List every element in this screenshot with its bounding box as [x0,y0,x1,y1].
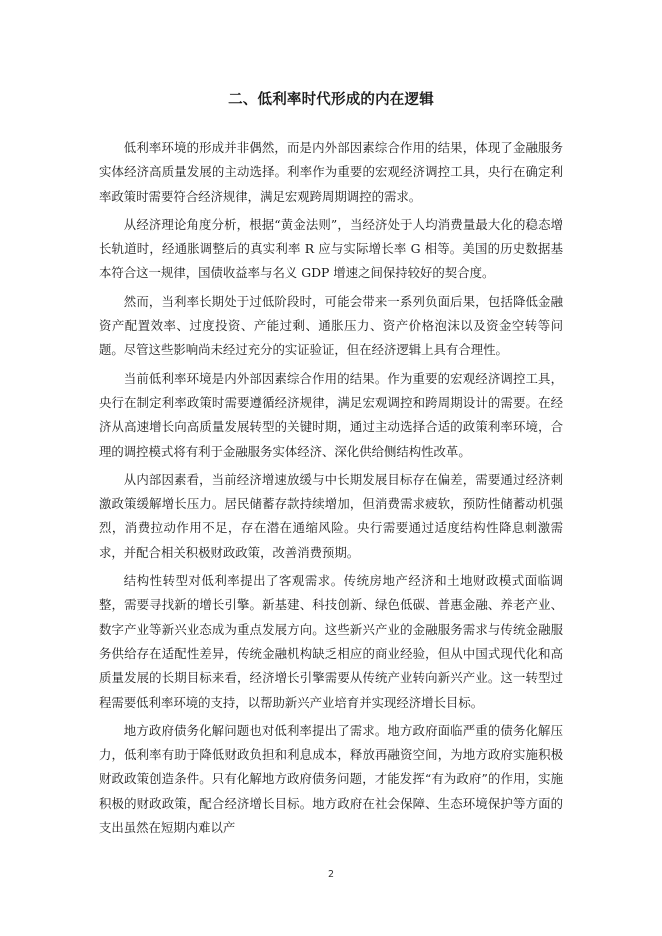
paragraph-4: 当前低利率环境是内外部因素综合作用的结果。作为重要的宏观经济调控工具，央行在制定利率政策时需要遵循经济规律，满足宏观调控和跨周期设计的需要。在经济从高速增长向高质量发展转型的关键时期，通过主动选择合适的政策利率环境，合理的调控模式将有利于金融服务实体经济、深化供给侧结构性改革。 [99,370,563,459]
page-number: 2 [327,869,335,880]
paragraph-5: 从内部因素看，当前经济增速放缓与中长期发展目标存在偏差，需要通过经济刺激政策缓解增长压力。居民储蓄存款持续增加，但消费需求疲软，预防性储蓄动机强烈，消费拉动作用不足，存在潜在通缩风险。央行需要通过适度结构性降息刺激需求，并配合相关积极财政政策，改善消费预期。 [99,471,563,560]
paragraph-2: 从经济理论角度分析，根据“黄金法则”，当经济处于人均消费量最大化的稳态增长轨道时，经通胀调整后的真实利率 R 应与实际增长率 G 相等。美国的历史数据基本符合这一规律，国债收益率与名义 GDP 增速之间保持较好的契合度。 [99,216,563,281]
body-text [99,136,563,844]
paragraph-3: 然而，当利率长期处于过低阶段时，可能会带来一系列负面后果，包括降低金融资产配置效率、过度投资、产能过剩、通胀压力、资产价格泡沫以及资金空转等问题。尽管这些影响尚未经过充分的实证验证，但在经济逻辑上具有合理性。 [99,293,563,358]
paragraph-1: 低利率环境的形成并非偶然，而是内外部因素综合作用的结果，体现了金融服务实体经济高质量发展的主动选择。利率作为重要的宏观经济调控工具，央行在确定利率政策时需要符合经济规律，满足宏观跨周期调控的需求。 [99,140,563,204]
paragraph-7: 地方政府债务化解问题也对低利率提出了需求。地方政府面临严重的债务化解压力，低利率有助于降低财政负担和利息成本，释放再融资空间，为地方政府实施积极财政政策创造条件。只有化解地方政府债务问题，才能发挥“有为政府”的作用，实施积极的财政政策，配合经济增长目标。地方政府在社会保障、生态环境保护等方面的支出虽然在短期内难以产 [99,722,563,836]
paragraph-6: 结构性转型对低利率提出了客观需求。传统房地产经济和土地财政模式面临调整，需要寻找新的增长引擎。新基建、科技创新、绿色低碳、普惠金融、养老产业、数字产业等新兴业态成为重点发展方向。这些新兴产业的金融服务需求与传统金融服务供给存在适配性差异，传统金融机构缺乏相应的商业经验，但从中国式现代化和高质量发展的长期目标来看，经济增长引擎需要从传统产业转向新兴产业。这一转型过程需要低利率环境的支持，以帮助新兴产业培育并实现经济增长目标。 [99,573,563,710]
section-title: 二、低利率时代形成的内在逻辑 [228,92,434,108]
